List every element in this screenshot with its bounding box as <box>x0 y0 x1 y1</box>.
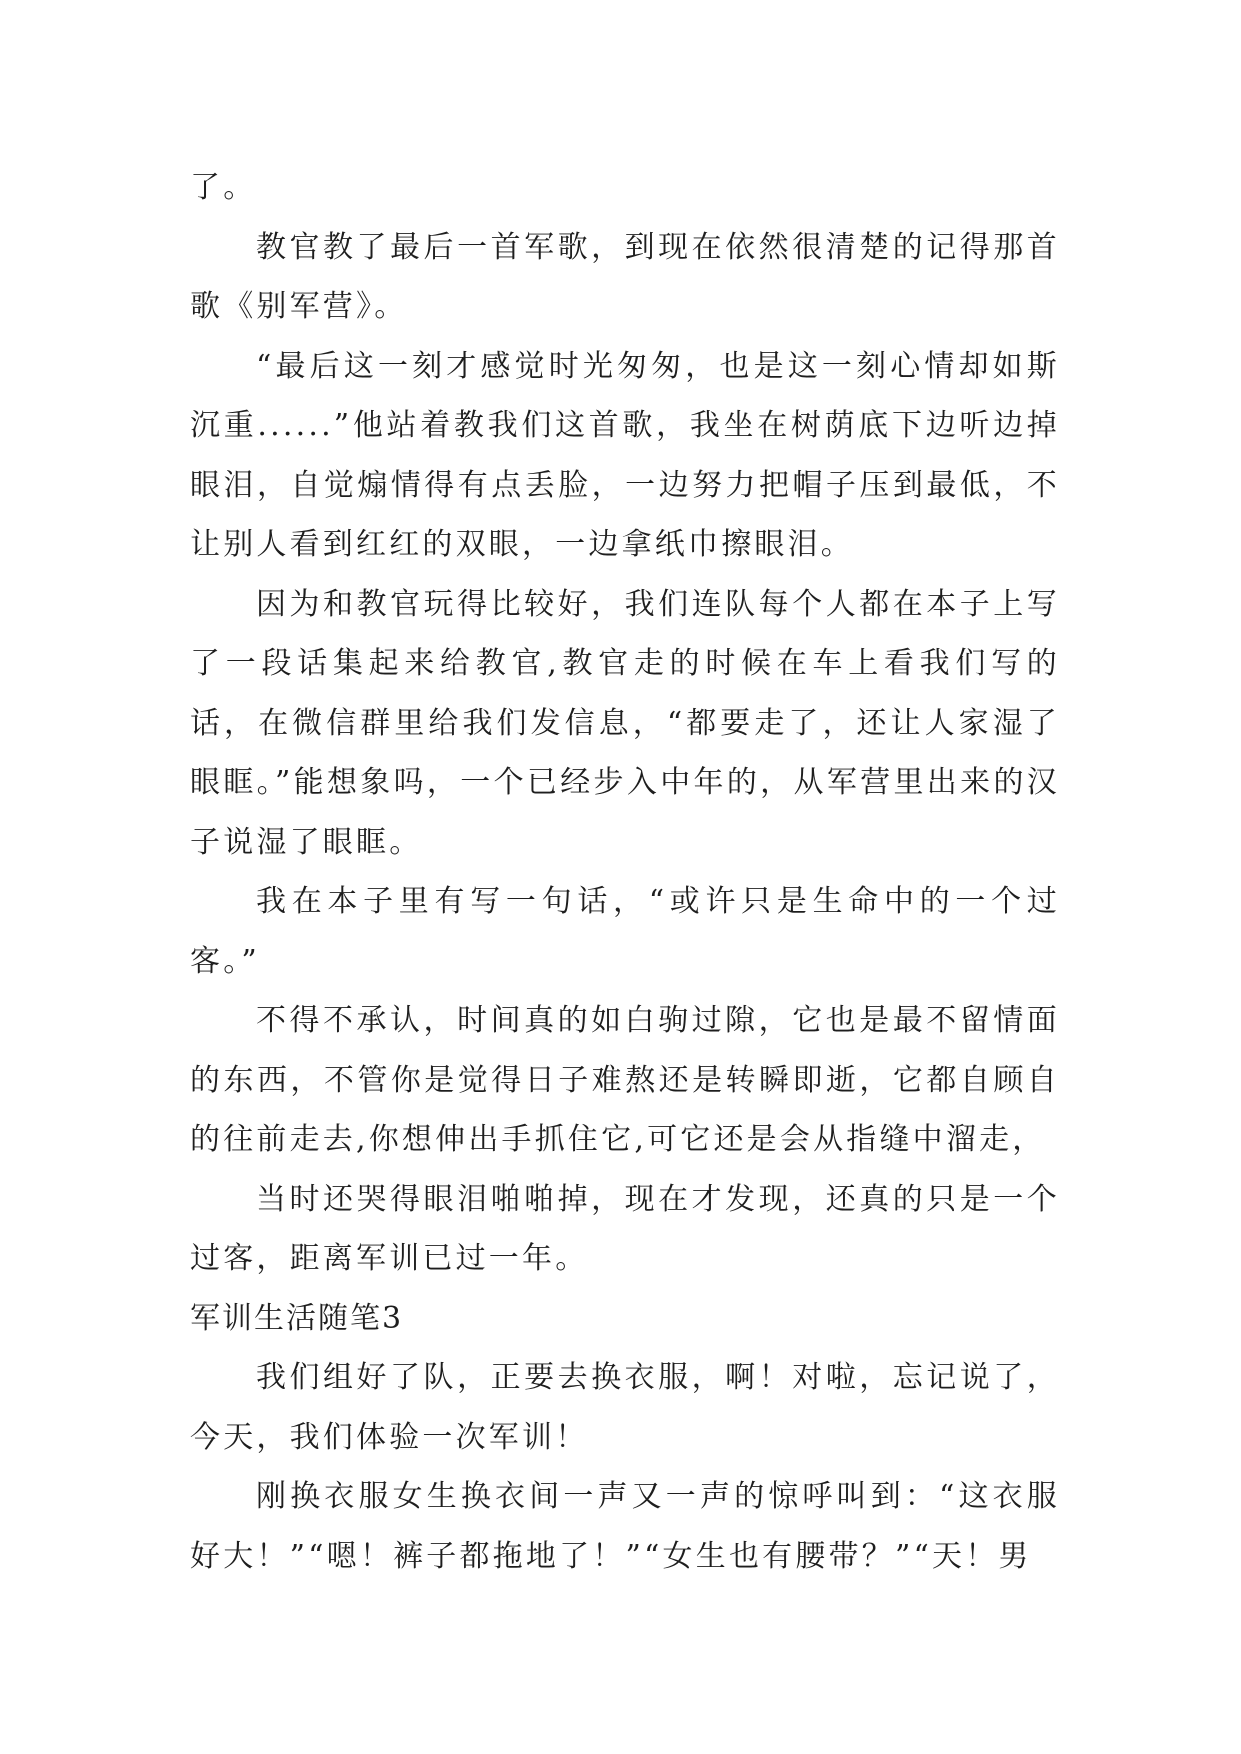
paragraph-passerby: 我在本子里有写一句话，“或许只是生命中的一个过客。” <box>190 884 1060 979</box>
paragraph-song-lyrics: “最后这一刻才感觉时光匆匆，也是这一刻心情却如斯沉重......”他站着教我们这首歌，我坐在树荫底下边听边掉眼泪，自觉煽情得有点丢脸，一边努力把帽子压到最低，不让别人看到红红的双眼，一边拿纸巾擦眼泪。 <box>190 348 1060 562</box>
paragraph-continuation: 了。 <box>190 170 257 205</box>
document-body <box>190 158 1060 1586</box>
paragraph-time-passing: 不得不承认，时间真的如白驹过隙，它也是最不留情面的东西，不管你是觉得日子难熬还是转瞬即逝，它都自顾自的往前走去,你想伸出手抓住它,可它还是会从指缝中溜走， <box>190 1003 1060 1157</box>
paragraph-last-song: 教官教了最后一首军歌，到现在依然很清楚的记得那首歌《别军营》。 <box>190 229 1060 324</box>
paragraph-form-team: 我们组好了队，正要去换衣服，啊！对啦，忘记说了，今天，我们体验一次军训！ <box>190 1360 1060 1455</box>
paragraph-changing-clothes: 刚换衣服女生换衣间一声又一声的惊呼叫到：“这衣服好大！”“嗯！裤子都拖地了！”“女生也有腰带？”“天！男 <box>190 1479 1060 1574</box>
section-heading: 军训生活随笔3 <box>190 1300 404 1336</box>
paragraph-notebook-messages: 因为和教官玩得比较好，我们连队每个人都在本子上写了一段话集起来给教官,教官走的时候在车上看我们写的话，在微信群里给我们发信息，“都要走了，还让人家湿了眼眶。”能想象吗，一个已经步入中年的，从军营里出来的汉子说湿了眼眶。 <box>190 586 1060 860</box>
paragraph-one-year-later: 当时还哭得眼泪啪啪掉，现在才发现，还真的只是一个过客，距离军训已过一年。 <box>190 1181 1060 1276</box>
